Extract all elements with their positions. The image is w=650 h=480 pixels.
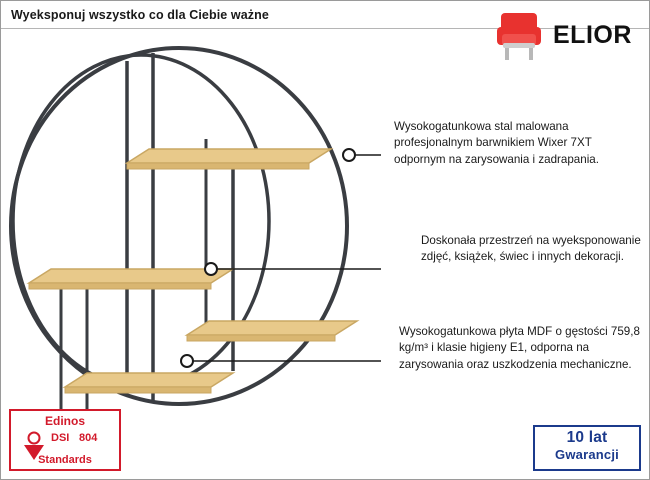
callout-text-steel: Wysokogatunkowa stal malowana profesjonalnym barwnikiem Wixer 7XT odpornym na zarysowania i zadrapania.	[394, 120, 599, 166]
warranty-label: Gwarancji	[555, 447, 619, 462]
edinos-title: Edinos	[44, 414, 85, 428]
callout-text-space: Doskonała przestrzeń na wyeksponowanie zdjęć, książek, świec i innych dekoracji.	[421, 234, 641, 264]
edinos-number: 804	[79, 432, 98, 444]
edinos-standards-badge	[9, 409, 121, 471]
warranty-badge	[533, 425, 641, 471]
brand-name: ELIOR	[553, 21, 632, 49]
product-illustration	[1, 31, 381, 431]
callout-text-mdf: Wysokogatunkowa płyta MDF o gęstości 759,8 kg/m³ i klasie higieny E1, odporna na zarysowania oraz uszkodzenia mechaniczne.	[399, 325, 640, 371]
warranty-years: 10 lat	[566, 429, 608, 446]
edinos-standards-label: Standards	[38, 454, 92, 466]
callout-marker-1	[343, 149, 355, 161]
callout-marker-2	[205, 263, 217, 275]
red-armchair-icon	[491, 7, 547, 63]
callout-marker-3	[181, 355, 193, 367]
page-title: Wyeksponuj wszystko co dla Ciebie ważne	[11, 8, 269, 22]
brand-logo	[481, 5, 641, 73]
edinos-dsi-label: DSI	[51, 432, 70, 444]
